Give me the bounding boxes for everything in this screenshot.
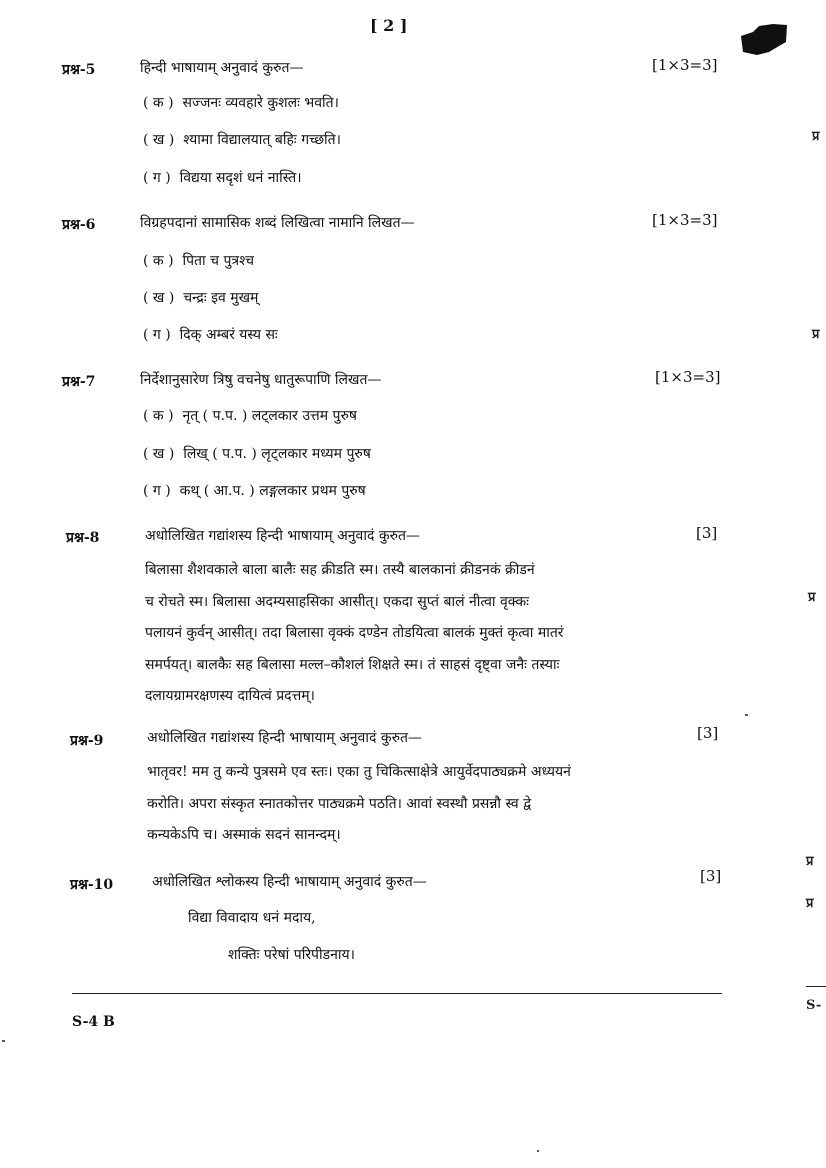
question-10-marks: [3]: [700, 867, 722, 885]
question-10-text: अधोलिखित श्लोकस्य हिन्दी भाषायाम् अनुवादं कुरुत—: [152, 874, 427, 890]
passage-line: दलायग्रामरक्षणस्य दायित्वं प्रदत्तम्।: [145, 688, 315, 704]
item-marker: ( ग ): [143, 483, 171, 499]
question-7-item-kha: [143, 444, 371, 463]
passage-line: बिलासा शैशवकाले बाला बालैः सह क्रीडति स्म। तस्यै बालकानां क्रीडनकं क्रीडनं: [145, 562, 535, 578]
item-text: कथ् ( आ.प. ) लङ्गलकार प्रथम पुरुष: [179, 483, 366, 499]
footer-code: S-4 B: [72, 1014, 115, 1030]
question-8-marks: [3]: [696, 524, 718, 542]
scan-speck: [2, 1040, 5, 1042]
footer-rule: [72, 993, 722, 994]
question-5-item-ga: [143, 168, 302, 187]
item-marker: ( ग ): [143, 327, 171, 343]
question-6-text: विग्रहपदानां सामासिक शब्दं लिखित्वा नामानि लिखत—: [140, 215, 415, 231]
question-8-text: अधोलिखित गद्यांशस्य हिन्दी भाषायाम् अनुवादं कुरुत—: [145, 528, 420, 544]
question-9-passage: [147, 757, 652, 852]
question-5-marks: [1×3=3]: [652, 56, 718, 74]
question-7-text: निर्देशानुसारेण त्रिषु वचनेषु धातुरूपाणि लिखत—: [140, 372, 382, 388]
passage-line: पलायनं कुर्वन् आसीत्। तदा बिलासा वृक्कं दण्डेन तोडयित्वा बालकं मुक्तं कृत्वा मातरं: [145, 625, 564, 641]
edge-fragment: प्र: [806, 854, 814, 869]
question-5-label: प्रश्न-5: [62, 62, 96, 78]
question-10-verse-line-1: विद्या विवादाय धनं मदाय,: [188, 910, 316, 926]
item-text: लिख् ( प.प. ) लृट्लकार मध्यम पुरुष: [183, 446, 371, 462]
question-6-item-kha: [143, 288, 258, 307]
question-6-marks: [1×3=3]: [652, 211, 718, 229]
item-text: विद्यया सदृशं धनं नास्ति।: [179, 170, 302, 186]
edge-fragment: प्र: [808, 590, 816, 605]
question-10-label: प्रश्न-10: [70, 877, 114, 893]
edge-rule: [806, 986, 826, 987]
question-7-marks: [1×3=3]: [655, 368, 721, 386]
item-text: पिता च पुत्रश्च: [182, 253, 254, 269]
item-text: चन्द्रः इव मुखम्: [183, 290, 259, 306]
passage-line: च रोचते स्म। बिलासा अदम्यसाहसिका आसीत्। एकदा सुप्तं बालं नीत्वा वृक्कः: [145, 593, 529, 610]
item-text: श्यामा विद्यालयात् बहिः गच्छति।: [183, 132, 341, 148]
item-marker: ( ख ): [143, 290, 175, 306]
edge-fragment: प्र: [812, 327, 820, 342]
scan-speck: [745, 714, 748, 716]
passage-line: कन्यकेऽपि च। अस्माकं सदनं सानन्दम्।: [147, 827, 341, 843]
item-marker: ( ख ): [143, 132, 175, 148]
question-6-label: प्रश्न-6: [62, 217, 96, 233]
item-marker: ( क ): [143, 95, 174, 111]
question-5-item-ka: [143, 93, 339, 112]
edge-fragment: S-: [806, 998, 822, 1013]
page-number: [ 2 ]: [370, 16, 408, 35]
question-7-item-ka: [143, 406, 357, 425]
passage-line: करोति। अपरा संस्कृत स्नातकोत्तर पाठ्यक्रमे पठति। आवां स्वस्थौ प्रसन्नौ स्व द्वे: [147, 795, 532, 812]
item-text: दिक् अम्बरं यस्य सः: [179, 327, 278, 343]
item-marker: ( क ): [143, 253, 174, 269]
question-6-item-ka: [143, 251, 254, 270]
question-9-label: प्रश्न-9: [70, 733, 104, 749]
question-7-label: प्रश्न-7: [62, 374, 96, 390]
item-marker: ( ख ): [143, 446, 175, 462]
passage-line: समर्पयत्। बालकैः सह बिलासा मल्ल–कौशलं शिक्षते स्म। तं साहसं दृष्ट्वा जनैः तस्याः: [145, 656, 560, 673]
question-5-text: हिन्दी भाषायाम् अनुवादं कुरुत—: [140, 60, 304, 76]
question-10-verse-line-2: शक्तिः परेषां परिपीडनाय।: [228, 947, 355, 963]
question-8-passage: [145, 555, 650, 713]
question-9-text: अधोलिखित गद्यांशस्य हिन्दी भाषायाम् अनुवादं कुरुत—: [147, 730, 422, 746]
item-marker: ( क ): [143, 408, 174, 424]
question-5-item-kha: [143, 130, 341, 149]
scan-speck: [537, 1150, 539, 1152]
item-marker: ( ग ): [143, 170, 171, 186]
question-6-item-ga: [143, 325, 278, 344]
ink-blot: [739, 22, 789, 56]
passage-line: भातृवर! मम तु कन्ये पुत्रसमे एव स्तः। एका तु चिकित्साक्षेत्रे आयुर्वेदपाठ्यक्रमे अध्ययनं: [147, 764, 571, 780]
item-text: सज्जनः व्यवहारे कुशलः भवति।: [182, 95, 339, 111]
edge-fragment: प्र: [806, 896, 814, 911]
question-7-item-ga: [143, 481, 366, 500]
question-9-marks: [3]: [697, 724, 719, 742]
question-8-label: प्रश्न-8: [66, 530, 100, 546]
edge-fragment: प्र: [812, 129, 820, 144]
item-text: नृत् ( प.प. ) लट्लकार उत्तम पुरुष: [182, 408, 357, 424]
